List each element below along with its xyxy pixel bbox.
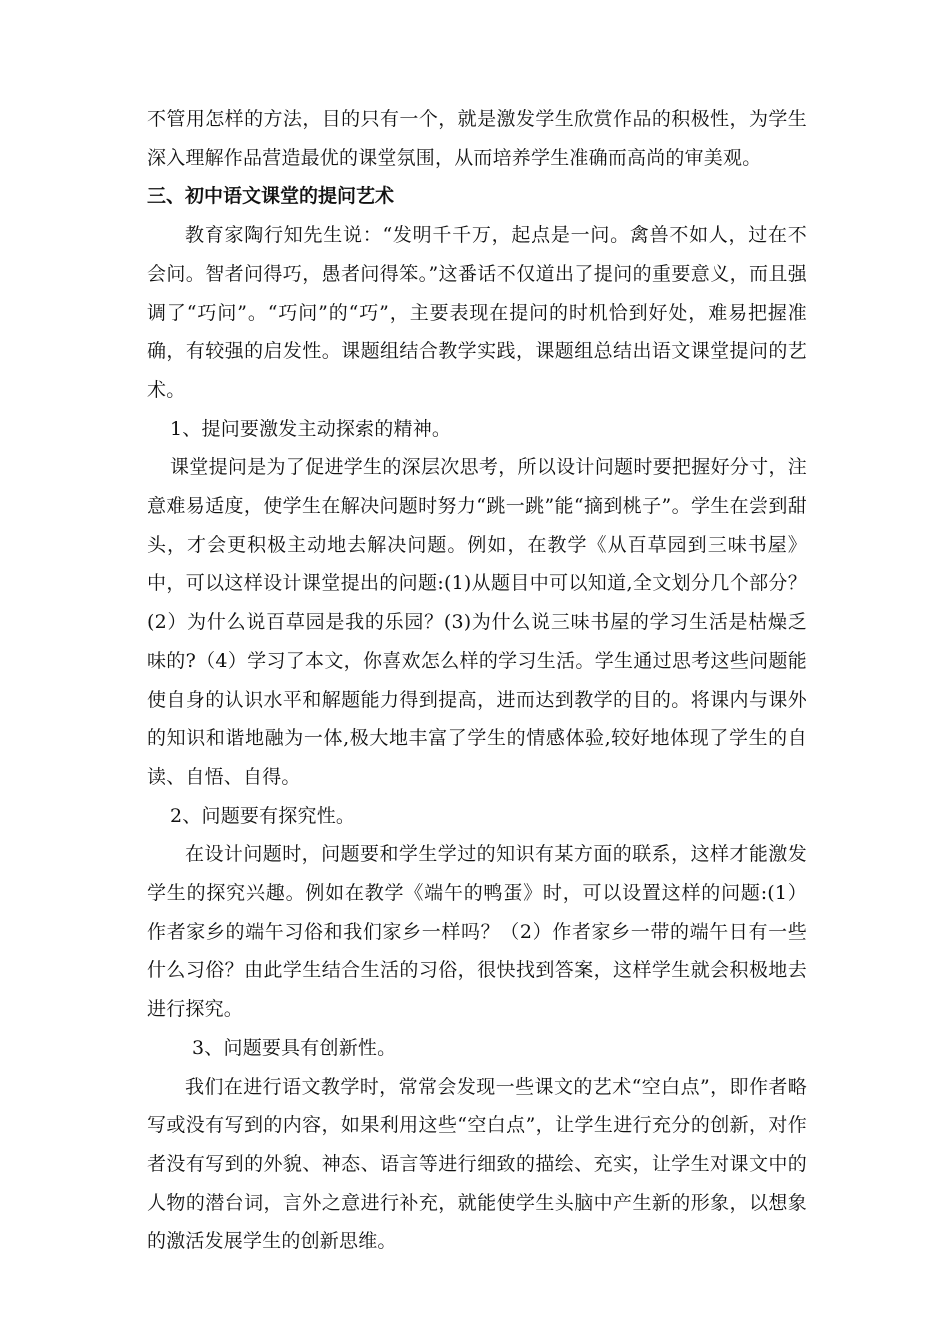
- document-page: [147, 100, 807, 1261]
- paragraph-intro: 不管用怎样的方法，目的只有一个，就是激发学生欣赏作品的积极性，为学生深入理解作品营造最优的课堂氛围，从而培养学生准确而高尚的审美观。: [147, 108, 807, 169]
- subheading-3: 3、问题要具有创新性。: [192, 1036, 397, 1059]
- paragraph-exploration: 在设计问题时，问题要和学生学过的知识有某方面的联系，这样才能激发学生的探究兴趣。例如在教学《端午的鸭蛋》时，可以设置这样的问题:(1）作者家乡的端午习俗和我们家乡一样吗？（2）作者家乡一带的端午日有一些什么习俗？由此学生结合生活的习俗，很快找到答案，这样学生就会积极地去进行探究。: [147, 843, 807, 1021]
- section-heading: 三、初中语文课堂的提问艺术: [147, 185, 395, 208]
- subheading-2: 2、问题要有探究性。: [170, 804, 356, 827]
- paragraph-innovation: 我们在进行语文教学时，常常会发现一些课文的艺术“空白点”，即作者略写或没有写到的内容，如果利用这些“空白点”，让学生进行充分的创新，对作者没有写到的外貌、神态、语言等进行细致的描绘、充实，让学生对课文中的人物的潜台词，言外之意进行补充，就能使学生头脑中产生新的形象，以想象的激活发展学生的创新思维。: [147, 1075, 807, 1253]
- subheading-1: 1、提问要激发主动探索的精神。: [170, 417, 452, 440]
- paragraph-question-design: 课堂提问是为了促进学生的深层次思考，所以设计问题时要把握好分寸，注意难易适度，使学生在解决问题时努力“跳一跳”能“摘到桃子”。学生在尝到甜头，才会更积极主动地去解决问题。例如，在教学《从百草园到三味书屋》中，可以这样设计课堂提出的问题:(1)从题目中可以知道,全文划分几个部分？(2）为什么说百草园是我的乐园？(3)为什么说三味书屋的学习生活是枯燥乏味的?（4）学习了本文，你喜欢怎么样的学习生活。学生通过思考这些问题能使自身的认识水平和解题能力得到提高，进而达到教学的目的。将课内与课外的知识和谐地融为一体,极大地丰富了学生的情感体验,较好地体现了学生的自读、自悟、自得。: [147, 456, 807, 788]
- paragraph-tao-xingzhi: 教育家陶行知先生说：“发明千千万，起点是一问。禽兽不如人，过在不会问。智者问得巧，愚者问得笨。”这番话不仅道出了提问的重要意义，而且强调了“巧问”。“巧问”的“巧”，主要表现在提问的时机恰到好处，难易把握准确，有较强的启发性。课题组结合教学实践，课题组总结出语文课堂提问的艺术。: [147, 224, 807, 401]
